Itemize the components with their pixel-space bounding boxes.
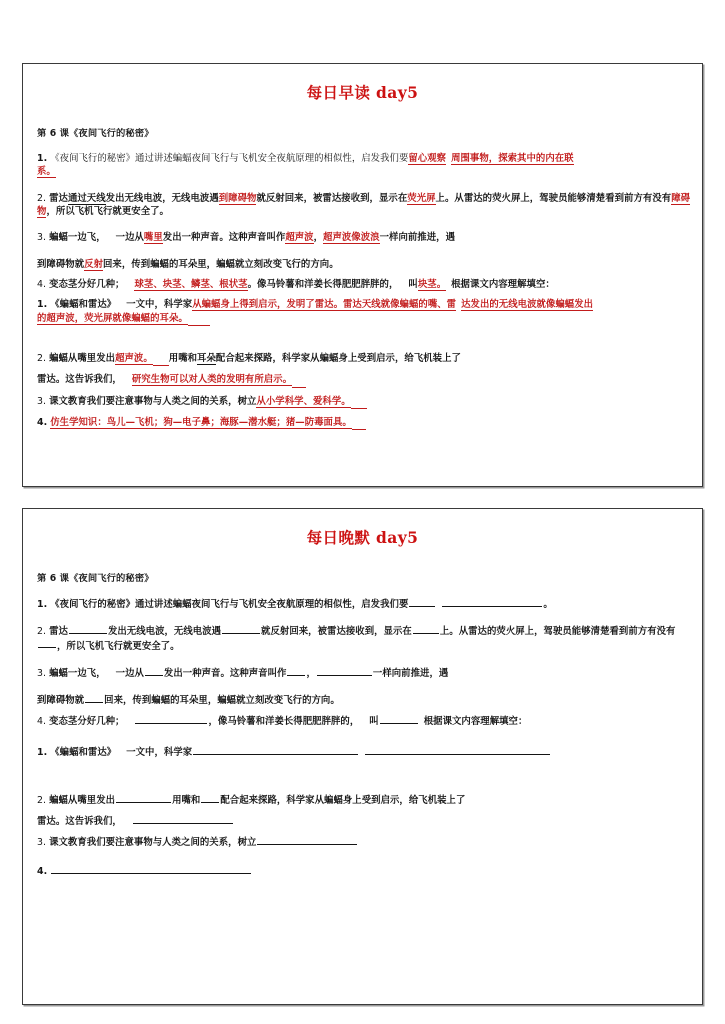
evening-b1: [37, 745, 692, 759]
morning-q1-text: 《夜间飞行的秘密》通过讲述蝙蝠夜间飞行与飞机安全夜航原理的相似性，启发我们要: [50, 153, 409, 164]
morning-a4-num: 4.: [37, 417, 48, 429]
evening-q3-num: 3.: [37, 667, 47, 679]
morning-a3-num: 3.: [37, 395, 47, 407]
morning-title: 每日早读 day5: [306, 83, 419, 102]
morning-q2-t1: 雷达: [49, 192, 68, 204]
evening-q1-blank-2[interactable]: [442, 597, 542, 607]
morning-a2-t3: 配合起来探路，科学家从蝙蝠身上受到启示，给飞机装上了: [215, 353, 461, 365]
morning-q3-answer-1: 嘴里: [143, 232, 163, 244]
evening-q3-t5: 一样向前推进，遇: [372, 667, 449, 679]
evening-b3-num: 3.: [37, 837, 47, 849]
evening-b1-t2: 一文中，科学家: [126, 746, 193, 758]
evening-q2-t1: 雷达: [49, 626, 68, 638]
evening-b3-t1: 课文教育我们要注意事物与人类之间的关系，树立: [49, 837, 257, 849]
evening-q3-t3: 发出一种声音。这种声音叫作: [163, 667, 287, 679]
evening-q4-blank-1[interactable]: [135, 714, 207, 724]
morning-q4-t2: 。像马铃薯和洋姜长得肥肥胖胖的，: [247, 279, 399, 291]
evening-q2-t5: ，所以飞机飞行就更安全了。: [57, 640, 180, 652]
morning-a4-red: 仿生学知识：鸟儿—飞机；狗—电子鼻；海豚—潜水艇；猪—防毒面具。: [50, 417, 352, 429]
morning-q1-answer-c: 系。: [37, 166, 56, 178]
evening-q1-num: 1.: [37, 598, 48, 610]
evening-q3-t1: 蝙蝠一边飞，: [49, 667, 106, 679]
morning-a2-t4: 雷达。这告诉我们，: [37, 374, 122, 386]
morning-a3-t1: 课文教育我们要注意事物与人类之间的关系，树立: [49, 395, 257, 407]
morning-q2: [37, 192, 692, 219]
evening-b1-blank-2[interactable]: [365, 745, 550, 755]
morning-a2-t2: 用嘴和: [168, 353, 198, 365]
morning-a3: [37, 395, 692, 409]
evening-b2-blank-3[interactable]: [133, 814, 233, 824]
morning-a1: [37, 298, 692, 326]
evening-b3: [37, 835, 692, 849]
evening-q3-blank-2[interactable]: [287, 666, 305, 676]
evening-b1-blank-1[interactable]: [193, 745, 358, 755]
morning-a1-red-1: 从蝙蝠身上得到启示，发明了雷达。雷达天线就像蝙蝠的嘴、雷: [192, 299, 457, 311]
morning-q2-t5: ，所以飞机飞行就更安全了。: [46, 206, 169, 218]
morning-q1-num: 1.: [37, 153, 48, 164]
evening-b2-t2: 用嘴和: [172, 794, 201, 806]
morning-a2: [37, 352, 692, 366]
morning-q3-t5: 一样向前推进，遇: [379, 232, 455, 244]
evening-q2-blank-2[interactable]: [222, 624, 260, 634]
evening-b2-num: 2.: [37, 794, 47, 806]
evening-b2-t4: 雷达。这告诉我们，: [37, 816, 122, 828]
morning-q3-answer-2: 超声波: [285, 232, 314, 244]
morning-q4-t1: 变态茎分好几种；: [49, 279, 125, 291]
evening-b2-t1: 蝙蝠从嘴里发出: [49, 794, 116, 806]
morning-a4: [37, 416, 692, 430]
evening-q3-t7: 回来，传到蝙蝠的耳朵里，蝙蝠就立刻改变飞行的方向。: [104, 694, 340, 706]
morning-q4-num: 4.: [37, 279, 47, 291]
evening-q2-t3: 就反射回来，被雷达接收到，显示在: [261, 626, 412, 638]
morning-q3-t2: 一边从: [115, 232, 144, 244]
evening-q2-blank-4[interactable]: [38, 639, 56, 649]
evening-q1: [37, 597, 692, 611]
evening-q2-blank-3[interactable]: [413, 624, 439, 634]
morning-q4-t3: 叫: [408, 279, 418, 291]
evening-b4: [37, 864, 692, 878]
morning-a1-red-3: 的超声波，荧光屏就像蝙蝠的耳朵。: [37, 312, 188, 324]
evening-q2-num: 2.: [37, 626, 47, 638]
morning-q2-t4: 上。从雷达的荧火屏上，驾驶员能够清楚看到前方有没有: [435, 192, 672, 204]
morning-q3-t6: 到障碍物就: [37, 258, 85, 270]
morning-q2-answer-2: 荧光屏: [407, 192, 436, 204]
morning-a2-t1: 蝙蝠从嘴里发出: [49, 353, 116, 365]
morning-q3-num: 3.: [37, 232, 47, 244]
evening-q3-t2: 一边从: [115, 667, 144, 679]
morning-q4-t4: 根据课文内容理解填空：: [451, 279, 555, 291]
evening-q2-blank-1[interactable]: [69, 624, 107, 634]
morning-q3-cont: [37, 258, 692, 271]
evening-q3-t4: ，: [306, 667, 316, 679]
morning-q3-t4: ，: [313, 232, 324, 244]
evening-q4-t4: 根据课文内容理解填空：: [423, 716, 528, 728]
evening-b3-blank-1[interactable]: [257, 835, 357, 845]
evening-b2-cont: [37, 814, 692, 828]
morning-q3: [37, 231, 692, 244]
evening-b2-blank-2[interactable]: [201, 793, 219, 803]
evening-lesson-heading: 第 6 课《夜间飞行的秘密》: [37, 573, 154, 584]
evening-q2-t2: 发出无线电波，无线电波遇: [107, 626, 222, 638]
evening-b4-blank-1[interactable]: [51, 864, 251, 874]
evening-q4-t2: ，像马铃薯和洋姜长得肥肥胖胖的，: [208, 716, 360, 728]
morning-q4: [37, 278, 692, 291]
evening-q3: [37, 666, 692, 680]
evening-q3-blank-4[interactable]: [85, 693, 103, 703]
morning-q1: [37, 152, 692, 179]
morning-q2-underline-1: 通过天线: [67, 192, 106, 204]
evening-q4-t3: 叫: [369, 716, 379, 728]
morning-q3-t3: 发出一种声音。这种声音叫作: [162, 232, 286, 244]
evening-b2-t3: 配合起来探路，科学家从蝙蝠身上受到启示，给飞机装上了: [220, 794, 466, 806]
evening-b1-num: 1.: [37, 746, 48, 758]
morning-a3-answer-1: 从小学科学、爱科学。: [256, 395, 351, 407]
evening-q2-t4: 上。从雷达的荧火屏上，驾驶员能够清楚看到前方有没有: [439, 626, 676, 638]
evening-q3-blank-3[interactable]: [317, 666, 372, 676]
evening-q4-num: 4.: [37, 716, 47, 728]
evening-b2-blank-1[interactable]: [116, 793, 171, 803]
evening-b1-t1: 《蝙蝠和雷达》: [50, 746, 117, 758]
evening-q1-text: 《夜间飞行的秘密》通过讲述蝙蝠夜间飞行与飞机安全夜航原理的相似性，启发我们要: [50, 598, 409, 610]
morning-a2-underline-1: 耳朵: [197, 353, 216, 365]
morning-a2-answer-2: 研究生物可以对人类的发明有所启示。: [131, 374, 293, 386]
morning-a2-cont: [37, 373, 692, 387]
morning-a2-num: 2.: [37, 353, 47, 365]
morning-q1-answer-a: 留心观察: [408, 153, 447, 164]
morning-a1-t2: 一文中，科学家: [126, 299, 193, 311]
morning-a2-answer-1: 超声波。: [115, 353, 153, 365]
evening-q3-cont: [37, 693, 692, 707]
morning-a1-num: 1.: [37, 299, 48, 311]
evening-q1-tail: 。: [543, 598, 553, 610]
morning-reading-box: [22, 63, 703, 487]
evening-q3-t6: 到障碍物就: [37, 694, 85, 706]
evening-q1-blank-1[interactable]: [409, 597, 435, 607]
morning-q3-answer-3: 超声波像波浪: [323, 232, 380, 244]
morning-q2-answer-1: 到障碍物: [218, 192, 257, 204]
morning-q3-t1: 蝙蝠一边飞，: [49, 232, 106, 244]
evening-q3-blank-1[interactable]: [145, 666, 163, 676]
morning-a1-red-2: 达发出的无线电波就像蝙蝠发出: [461, 299, 594, 311]
morning-q4-answer-2: 块茎。: [417, 279, 447, 291]
morning-lesson-heading: 第 6 课《夜间飞行的秘密》: [37, 128, 154, 139]
evening-q4: [37, 714, 692, 728]
morning-q1-answer-b: 周围事物，探索其中的内在联: [451, 153, 574, 164]
morning-q2-answer-3: 障碍物: [37, 192, 691, 218]
morning-a1-t1: 《蝙蝠和雷达》: [50, 299, 117, 311]
evening-b2: [37, 793, 692, 807]
morning-q2-t3: 就反射回来，被雷达接收到，显示在: [256, 192, 408, 204]
morning-q2-t2: 发出无线电波，无线电波遇: [105, 192, 219, 204]
evening-dictation-box: [22, 508, 703, 1005]
morning-q2-num: 2.: [37, 192, 47, 204]
evening-q2: [37, 624, 692, 653]
evening-b4-num: 4.: [37, 865, 48, 877]
morning-q3-answer-4: 反射: [84, 258, 103, 270]
morning-q3-t7: 回来，传到蝙蝠的耳朵里，蝙蝠就立刻改变飞行的方向。: [103, 258, 339, 270]
evening-q4-blank-2[interactable]: [380, 714, 418, 724]
evening-title: 每日晚默 day5: [306, 528, 419, 547]
evening-q4-t1: 变态茎分好几种；: [49, 716, 125, 728]
morning-q4-answer-1: 球茎、块茎、鳞茎、根状茎: [134, 279, 248, 291]
